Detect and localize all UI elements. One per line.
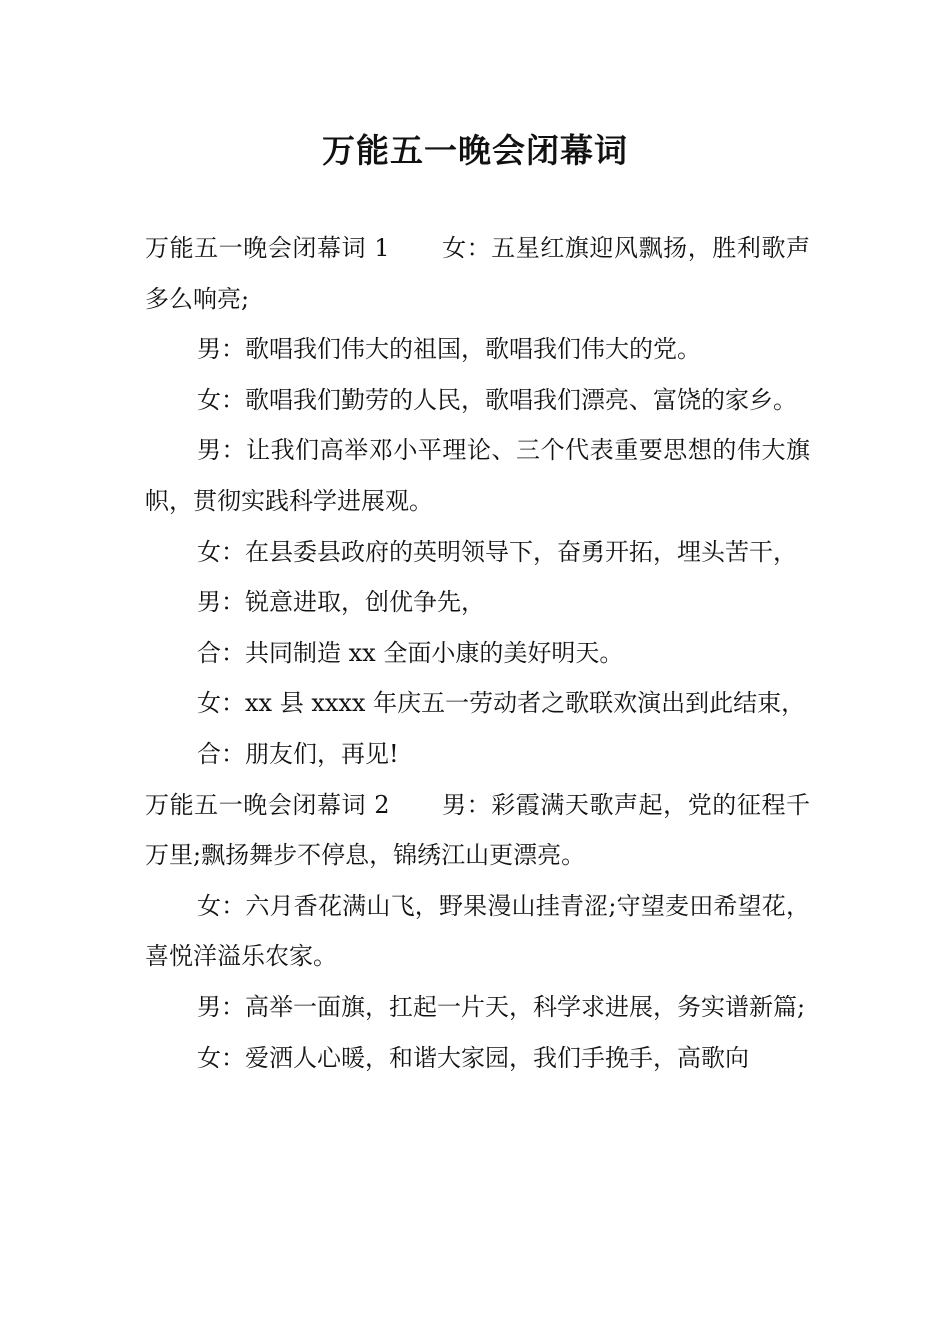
paragraph: 男：让我们高举邓小平理论、三个代表重要思想的伟大旗帜，贯彻实践科学进展观。	[145, 436, 810, 515]
paragraph: 男：锐意进取，创优争先，	[197, 588, 485, 617]
section-1-heading: 万能五一晚会闭幕词 1	[145, 234, 390, 262]
paragraph: 男：高举一面旗，扛起一片天，科学求进展，务实谱新篇;	[197, 992, 806, 1021]
section-1-first-line: 女：五星红旗迎风飘扬，胜利歌声多么响亮;	[145, 234, 811, 313]
page-title: 万能五一晚会闭幕词	[322, 131, 628, 170]
paragraph: 合：共同制造 xx 全面小康的美好明天。	[197, 638, 624, 667]
section-2-heading: 万能五一晚会闭幕词 2	[145, 790, 390, 819]
paragraph: 女：六月香花满山飞，野果漫山挂青涩;守望麦田希望花，喜悦洋溢乐农家。	[145, 891, 810, 971]
section-1-first-paragraph	[145, 223, 810, 324]
paragraph: 女：爱洒人心暖，和谐大家园，我们手挽手，高歌向	[197, 1043, 749, 1072]
section-2-first-line: 男：彩霞满天歌声起，党的征程千万里;飘扬舞步不停息，锦绣江山更漂亮。	[145, 790, 811, 870]
paragraph: 女：xx 县 xxxx 年庆五一劳动者之歌联欢演出到此结束，	[197, 689, 806, 718]
paragraph: 合：朋友们，再见!	[197, 739, 399, 768]
document-body	[145, 223, 810, 1083]
paragraph: 女：在县委县政府的英明领导下，奋勇开拓，埋头苦干，	[197, 537, 797, 566]
paragraph: 女：歌唱我们勤劳的人民，歌唱我们漂亮、富饶的家乡。	[197, 385, 797, 414]
section-2-first-paragraph	[145, 780, 810, 881]
paragraph: 男：歌唱我们伟大的祖国，歌唱我们伟大的党。	[197, 335, 701, 364]
